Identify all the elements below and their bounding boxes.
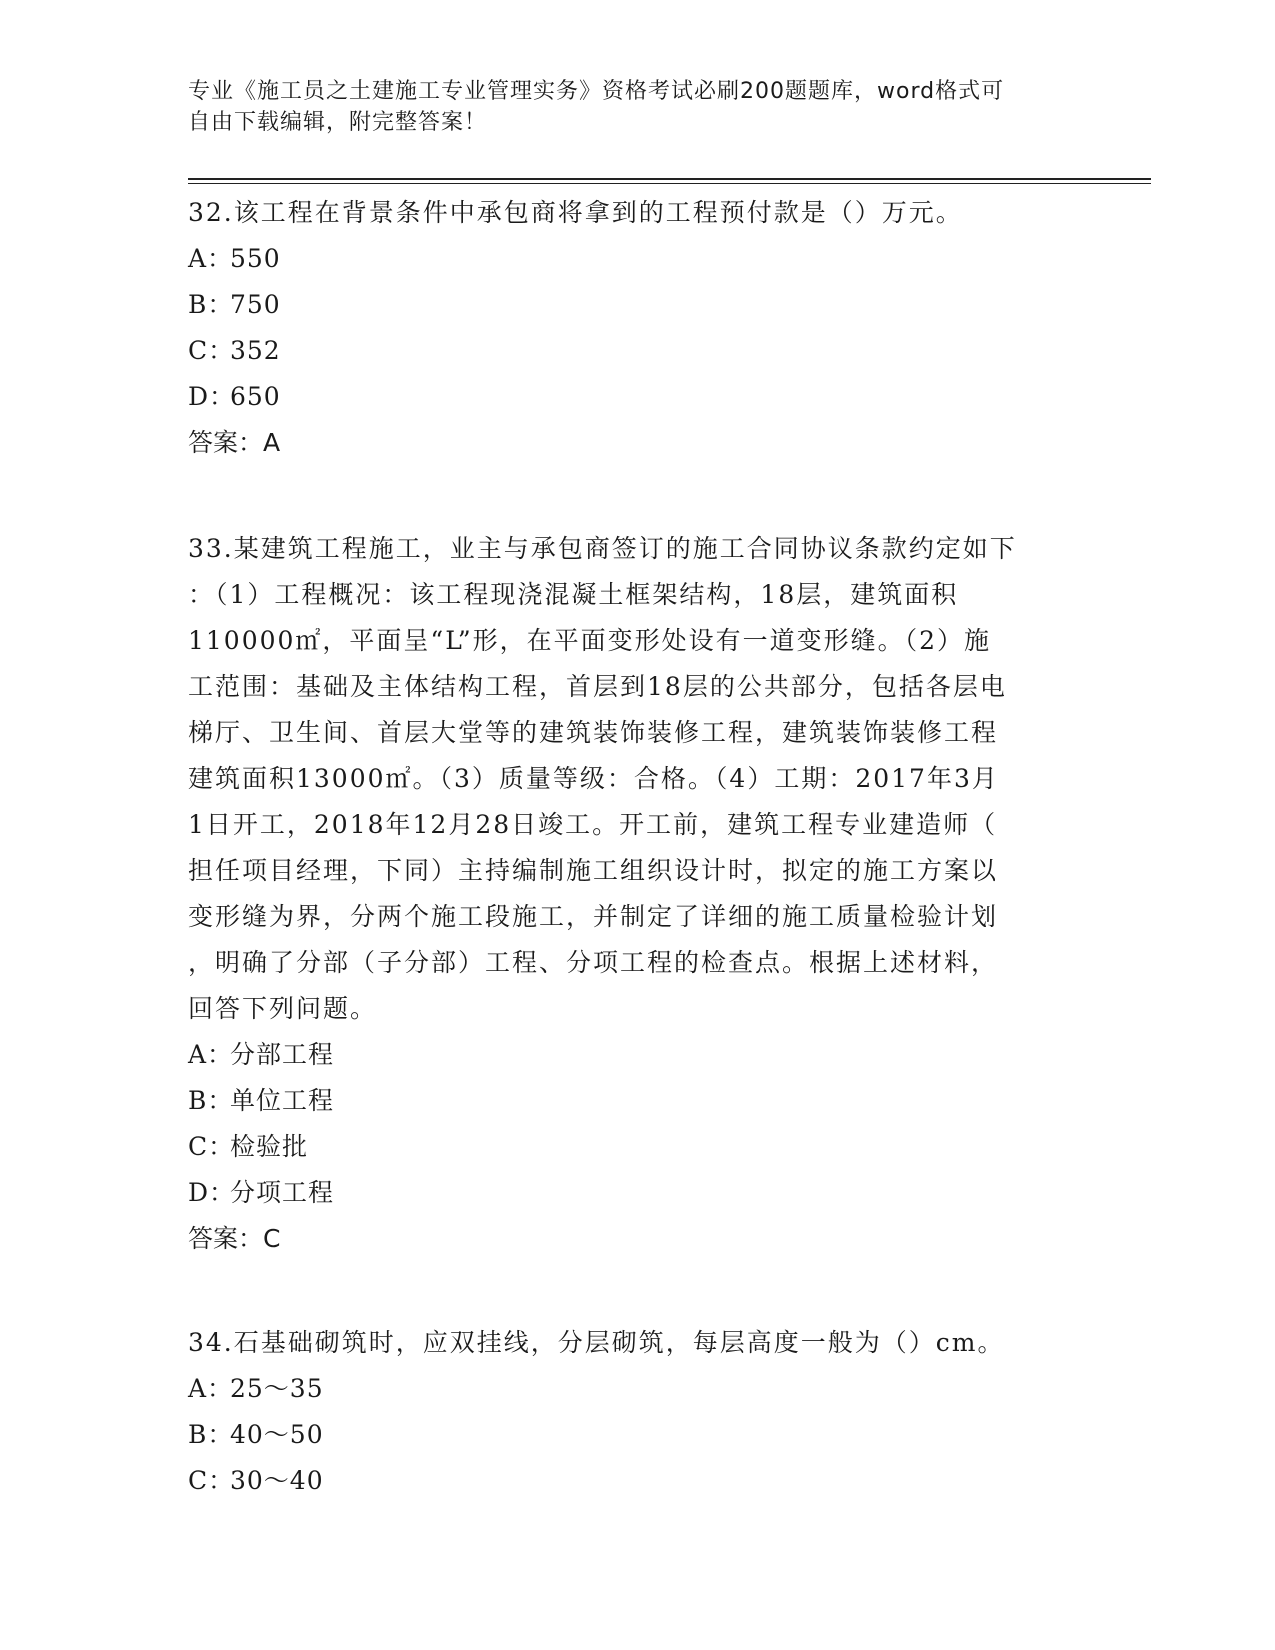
option-key: D： [188,1178,236,1207]
question-list [188,190,1088,1504]
question-text-line: 33.某建筑工程施工，业主与承包商签订的施工合同协议条款约定如下 [188,534,1017,563]
option-text: 检验批 [230,1132,309,1161]
question-text: 34.石基础砌筑时，应双挂线，分层砌筑，每层高度一般为（）cm。 [188,1328,1005,1357]
option-c [188,1124,1088,1170]
question-text-line: 110000㎡，平面呈“L”形，在平面变形处设有一道变形缝。（2）施 [188,626,992,655]
option-text: 单位工程 [230,1086,335,1115]
option-b [188,282,1088,328]
option-a [188,236,1088,282]
option-text: 25～35 [230,1374,324,1403]
question-text-line: 回答下列问题。 [188,994,378,1023]
question-34 [188,1320,1088,1504]
option-a [188,1366,1088,1412]
spacer [188,466,1088,526]
option-text: 650 [230,382,281,411]
question-text-line: 变形缝为界，分两个施工段施工，并制定了详细的施工质量检验计划 [188,902,999,931]
option-key: B： [188,1086,234,1115]
option-key: A： [188,1374,234,1403]
answer-label: 答案：A [188,428,281,457]
option-text: 40～50 [230,1420,324,1449]
option-text: 30～40 [230,1466,324,1495]
option-key: B： [188,290,234,319]
option-key: A： [188,244,234,273]
question-text-line: ，明确了分部（子分部）工程、分项工程的检查点。根据上述材料， [188,948,999,977]
question-text: 32.该工程在背景条件中承包商将拿到的工程预付款是（）万元。 [188,198,963,227]
option-c [188,328,1088,374]
header-line-2: 自由下载编辑，附完整答案！ [188,110,488,135]
option-text: 分部工程 [230,1040,335,1069]
question-text-line: 工范围：基础及主体结构工程，首层到18层的公共部分，包括各层电 [188,672,1007,701]
option-d [188,1170,1088,1216]
option-text: 352 [230,336,281,365]
option-key: C： [188,1466,235,1495]
option-key: C： [188,1132,235,1161]
header-divider-thick [188,178,1151,180]
document-header [188,76,1068,138]
header-divider-thin [188,183,1151,184]
option-c [188,1458,1088,1504]
option-text: 550 [230,244,281,273]
question-32 [188,190,1088,466]
question-text-line: 1日开工，2018年12月28日竣工。开工前，建筑工程专业建造师（ [188,810,998,839]
option-key: D： [188,382,236,411]
option-b [188,1078,1088,1124]
question-33 [188,526,1088,1262]
header-line-1: 专业《施工员之土建施工专业管理实务》资格考试必刷200题题库，word格式可 [188,79,1005,104]
answer-label: 答案：C [188,1224,281,1253]
option-text: 分项工程 [230,1178,335,1207]
question-text-line: ：（1）工程概况：该工程现浇混凝土框架结构，18层，建筑面积 [188,580,959,609]
option-key: B： [188,1420,234,1449]
option-key: C： [188,336,235,365]
question-text-line: 担任项目经理，下同）主持编制施工组织设计时，拟定的施工方案以 [188,856,999,885]
spacer [188,1262,1088,1320]
option-text: 750 [230,290,281,319]
option-key: A： [188,1040,234,1069]
option-b [188,1412,1088,1458]
question-text-line: 梯厅、卫生间、首层大堂等的建筑装饰装修工程，建筑装饰装修工程 [188,718,999,747]
question-text-line: 建筑面积13000㎡。（3）质量等级：合格。（4）工期：2017年3月 [188,764,999,793]
option-a [188,1032,1088,1078]
option-d [188,374,1088,420]
